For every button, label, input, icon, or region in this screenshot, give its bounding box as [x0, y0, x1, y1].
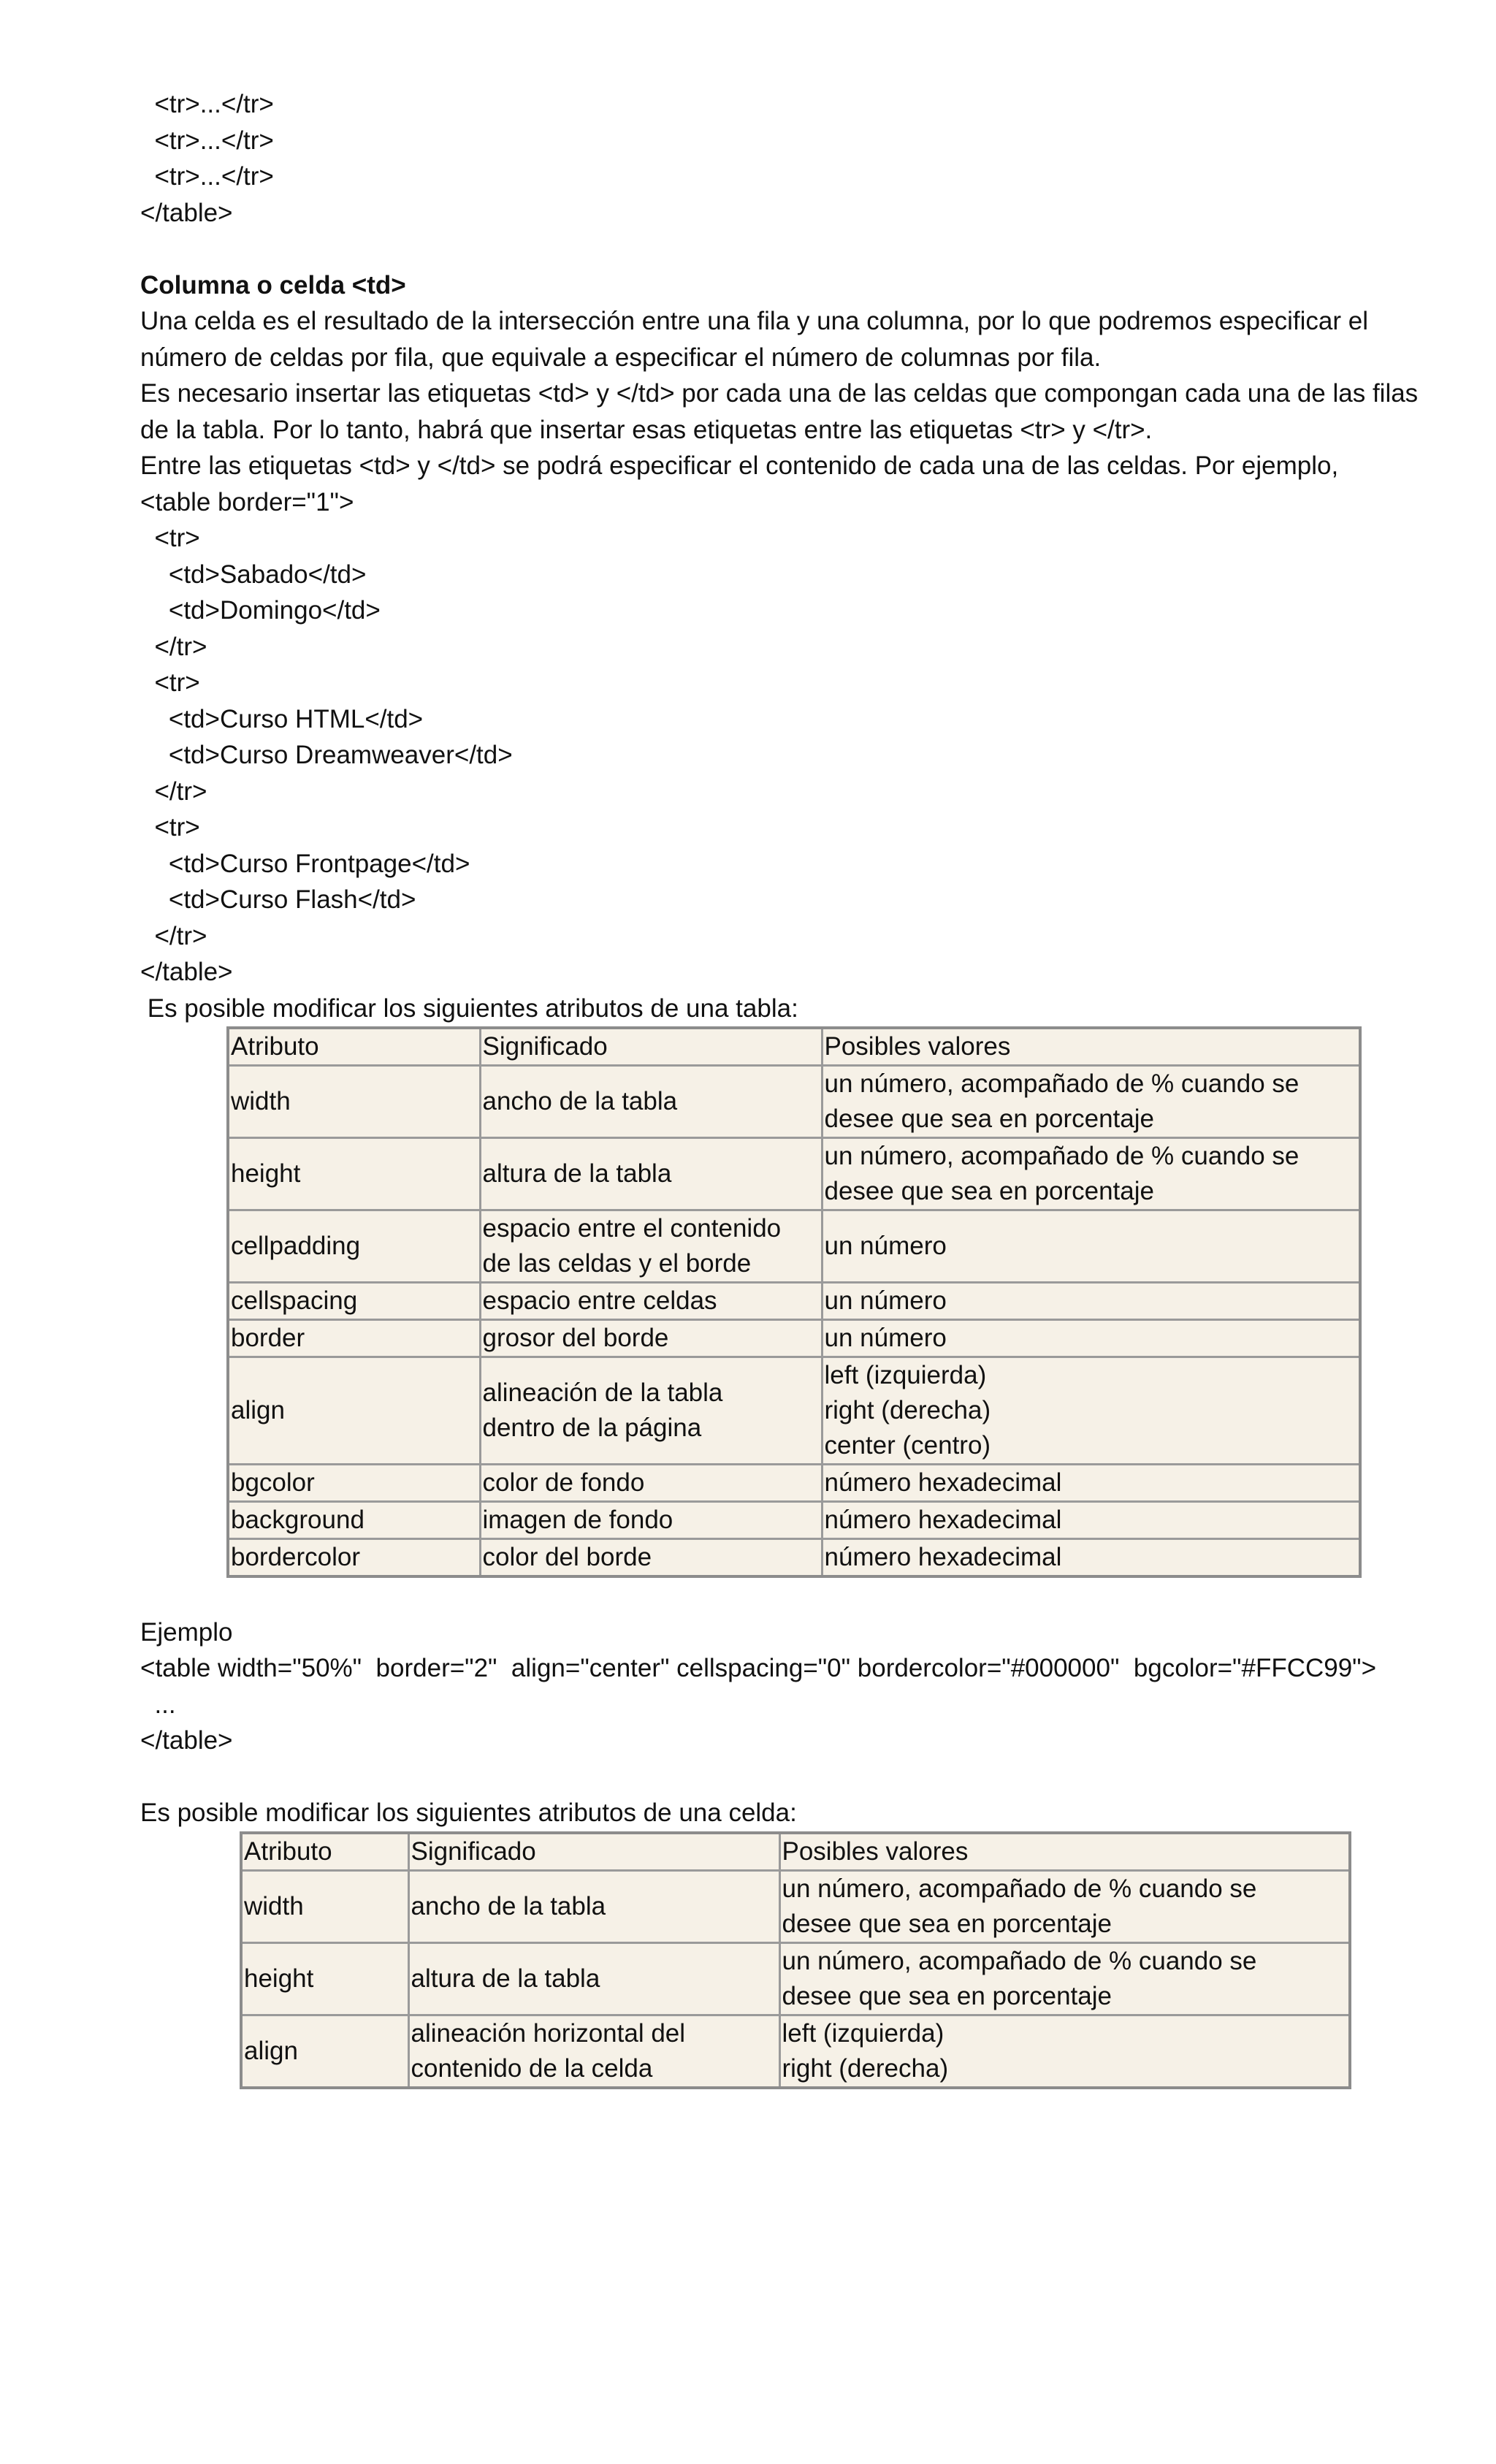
cell-attributes-intro: Es posible modificar los siguientes atributos de una celda: [140, 1799, 797, 1827]
meaning-cell [480, 1210, 822, 1283]
attribute-cell: width [241, 1870, 408, 1942]
cell-line: desee que sea en porcentaje [782, 1909, 1112, 1938]
code-block-example [140, 484, 1440, 991]
code-line: ... [140, 1690, 176, 1719]
values-cell [779, 2015, 1350, 2088]
code-line: </table> [140, 198, 233, 227]
cell-line: espacio entre celdas [482, 1286, 717, 1315]
code-line: <tr> [140, 524, 200, 552]
cell-line: alineación horizontal del [411, 2018, 686, 2048]
cell-line: imagen de fondo [482, 1506, 673, 1534]
code-line: <tr>...</tr> [140, 126, 274, 155]
cell-line: right (derecha) [782, 2053, 949, 2083]
meaning-cell [480, 1502, 822, 1539]
values-cell [779, 1870, 1350, 1942]
document-page [140, 86, 1440, 2089]
code-line: <td>Curso Dreamweaver</td> [140, 741, 513, 769]
header-cell: Significado [408, 1833, 779, 1871]
code-line: <tr> [140, 813, 200, 842]
paragraph: Entre las etiquetas <td> y </td> se podrá especificar el contenido de cada una de las celdas. Por ejemplo, [140, 451, 1339, 480]
meaning-cell [480, 1465, 822, 1502]
table-row [241, 2015, 1350, 2088]
header-cell: Atributo [241, 1833, 408, 1871]
cell-line: altura de la tabla [482, 1159, 672, 1188]
table-row [228, 1210, 1360, 1283]
cell-line: un número [824, 1324, 947, 1352]
cell-line: color de fondo [482, 1468, 645, 1497]
cell-line: desee que sea en porcentaje [824, 1105, 1154, 1133]
cell-attributes-table [240, 1831, 1351, 2089]
values-cell [822, 1066, 1360, 1138]
code-line: <tr>...</tr> [140, 90, 274, 118]
attribute-cell: bordercolor [228, 1539, 480, 1577]
cell-line: grosor del borde [482, 1324, 669, 1352]
table-row [241, 1942, 1350, 2015]
cell-line: ancho de la tabla [411, 1891, 606, 1921]
cell-line: número hexadecimal [824, 1506, 1062, 1534]
code-block-top [140, 86, 1440, 231]
cell-line: desee que sea en porcentaje [824, 1177, 1154, 1205]
attribute-cell: border [228, 1320, 480, 1357]
table-attributes-table [226, 1026, 1362, 1578]
header-cell: Posibles valores [822, 1028, 1360, 1066]
values-cell [822, 1320, 1360, 1357]
values-cell [822, 1465, 1360, 1502]
code-line: </tr> [140, 921, 207, 950]
spacer [140, 1759, 1440, 1796]
code-line: <tr> [140, 668, 200, 697]
header-cell: Atributo [228, 1028, 480, 1066]
section-title: Columna o celda <td> [140, 270, 406, 300]
meaning-cell [408, 1942, 779, 2015]
attribute-cell: height [228, 1138, 480, 1210]
cell-line: center (centro) [824, 1431, 991, 1460]
cell-line: color del borde [482, 1543, 652, 1571]
attribute-cell: align [241, 2015, 408, 2088]
table-row [228, 1138, 1360, 1210]
code-line: <td>Curso Frontpage</td> [140, 849, 470, 878]
header-cell: Posibles valores [779, 1833, 1350, 1871]
cell-line: número hexadecimal [824, 1543, 1062, 1571]
cell-line: left (izquierda) [824, 1361, 987, 1389]
header-cell: Significado [480, 1028, 822, 1066]
attribute-cell: background [228, 1502, 480, 1539]
table-row [228, 1283, 1360, 1320]
code-line: <td>Domingo</td> [140, 596, 381, 625]
table-row [228, 1066, 1360, 1138]
code-line: <table border="1"> [140, 487, 354, 516]
cell-line: dentro de la página [482, 1414, 702, 1442]
code-line: </tr> [140, 777, 207, 806]
spacer [140, 1578, 1440, 1614]
cell-line: un número, acompañado de % cuando se [782, 1874, 1257, 1903]
table-row [228, 1539, 1360, 1577]
attribute-cell: cellspacing [228, 1283, 480, 1320]
table-row [241, 1870, 1350, 1942]
cell-line: de las celdas y el borde [482, 1249, 752, 1278]
spacer [140, 231, 1440, 267]
values-cell [822, 1539, 1360, 1577]
cell-line: un número, acompañado de % cuando se [824, 1069, 1300, 1098]
cell-line: espacio entre el contenido [482, 1214, 782, 1243]
cell-line: contenido de la celda [411, 2053, 653, 2083]
meaning-cell [480, 1138, 822, 1210]
cell-line: ancho de la tabla [482, 1087, 678, 1115]
attribute-cell: height [241, 1942, 408, 2015]
attribute-cell: width [228, 1066, 480, 1138]
meaning-cell [480, 1320, 822, 1357]
table-header-row [228, 1028, 1360, 1066]
cell-line: right (derecha) [824, 1396, 991, 1424]
table-row [228, 1465, 1360, 1502]
meaning-cell [408, 1870, 779, 1942]
cell-line: left (izquierda) [782, 2018, 944, 2048]
code-line: </tr> [140, 632, 207, 661]
values-cell [822, 1357, 1360, 1465]
table-row [228, 1357, 1360, 1465]
code-line: <td>Curso HTML</td> [140, 704, 424, 733]
meaning-cell [480, 1066, 822, 1138]
attribute-cell: cellpadding [228, 1210, 480, 1283]
code-line: </table> [140, 1726, 233, 1755]
values-cell [822, 1283, 1360, 1320]
code-line: <tr>...</tr> [140, 162, 274, 191]
code-line: <td>Curso Flash</td> [140, 885, 416, 914]
values-cell [822, 1210, 1360, 1283]
values-cell [822, 1502, 1360, 1539]
table-row [228, 1502, 1360, 1539]
code-line: <table width="50%" border="2" align="center" cellspacing="0" bordercolor="#000000" bgcolor="#FFCC99"> [140, 1654, 1377, 1682]
cell-line: desee que sea en porcentaje [782, 1981, 1112, 2010]
cell-line: alineación de la tabla [482, 1378, 723, 1407]
table-row [228, 1320, 1360, 1357]
attribute-cell: bgcolor [228, 1465, 480, 1502]
meaning-cell [480, 1283, 822, 1320]
cell-line: un número, acompañado de % cuando se [782, 1946, 1257, 1975]
values-cell [779, 1942, 1350, 2015]
paragraph: Es necesario insertar las etiquetas <td> y </td> por cada una de las celdas que compongan cada una de las filas de la tabla. Por lo tanto, habrá que insertar esas etiquetas entre las etiquetas <tr> y </tr>. [140, 379, 1419, 444]
table-attributes-intro: Es posible modificar los siguientes atributos de una tabla: [140, 993, 798, 1023]
attribute-cell: align [228, 1357, 480, 1465]
table-header-row [241, 1833, 1350, 1871]
meaning-cell [480, 1539, 822, 1577]
cell-line: número hexadecimal [824, 1468, 1062, 1497]
code-line: </table> [140, 958, 233, 986]
values-cell [822, 1138, 1360, 1210]
cell-line: un número [824, 1286, 947, 1315]
code-line: <td>Sabado</td> [140, 560, 367, 589]
example-label: Ejemplo [140, 1617, 233, 1647]
meaning-cell [480, 1357, 822, 1465]
cell-line: altura de la tabla [411, 1964, 600, 1993]
meaning-cell [408, 2015, 779, 2088]
cell-line: un número, acompañado de % cuando se [824, 1142, 1300, 1170]
paragraph: Una celda es el resultado de la intersección entre una fila y una columna, por lo que podremos especificar el número de celdas por fila, que equivale a especificar el número de columnas por fila. [140, 307, 1368, 372]
cell-line: un número [824, 1232, 947, 1260]
